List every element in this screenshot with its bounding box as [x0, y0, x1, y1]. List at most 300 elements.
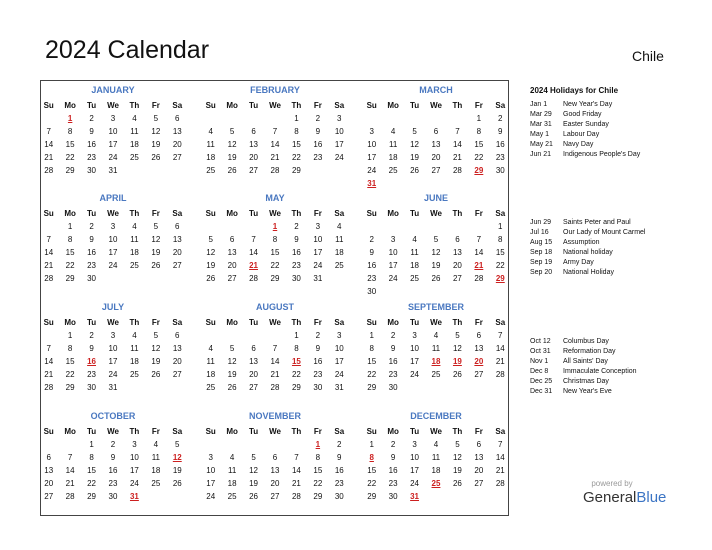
day-cell: 18 — [431, 466, 441, 475]
day-cell: 10 — [367, 140, 377, 149]
day-cell: 14 — [291, 466, 301, 475]
day-cell: 25 — [129, 370, 139, 379]
day-cell: 23 — [313, 370, 323, 379]
day-cell: 16 — [388, 357, 398, 366]
day-cell: 10 — [313, 235, 323, 244]
day-cell: 14 — [270, 140, 280, 149]
day-cell: 30 — [334, 492, 344, 501]
month-august — [200, 301, 350, 394]
day-cell: 14 — [270, 357, 280, 366]
month-name: FEBRUARY — [250, 85, 300, 95]
month-march — [361, 84, 511, 190]
day-cell: 14 — [452, 140, 462, 149]
day-cell: 28 — [495, 370, 505, 379]
day-cell: 4 — [433, 440, 439, 449]
day-cell: 25 — [334, 261, 344, 270]
weekday-header: Fr — [474, 101, 483, 110]
day-cell: 5 — [175, 440, 180, 449]
empty-cell — [447, 112, 468, 125]
day-cell: 24 — [108, 153, 118, 162]
holiday-row — [530, 367, 700, 377]
month-name: NOVEMBER — [248, 411, 301, 421]
day-cell: 2 — [337, 440, 342, 449]
day-cell: 5 — [229, 344, 235, 353]
empty-cell — [264, 112, 285, 125]
empty-cell — [200, 438, 221, 451]
day-cell: 23 — [291, 261, 301, 270]
weekday-header: Fr — [474, 209, 483, 218]
day-cell: 12 — [452, 344, 462, 353]
day-cell: 16 — [334, 466, 344, 475]
weekday-header: Su — [366, 101, 377, 110]
day-cell: 8 — [476, 127, 482, 136]
day-cell: 23 — [367, 274, 377, 283]
month-days-grid — [200, 316, 350, 394]
day-cell: 19 — [227, 370, 237, 379]
day-cell: 15 — [495, 248, 505, 257]
day-cell: 3 — [110, 222, 116, 231]
weekday-header: Tu — [86, 427, 97, 436]
day-cell: 29 — [313, 492, 323, 501]
holiday-row — [530, 130, 700, 140]
day-cell: 25 — [206, 166, 216, 175]
month-december — [361, 410, 511, 503]
day-cell: 9 — [294, 235, 299, 244]
day-cell: 9 — [110, 453, 116, 462]
weekday-header: Mo — [387, 318, 399, 327]
empty-cell — [425, 220, 446, 233]
day-cell: 22 — [474, 153, 484, 162]
holiday-name: Labour Day — [563, 131, 600, 138]
day-cell: 6 — [229, 235, 235, 244]
day-cell: 26 — [151, 153, 161, 162]
weekday-header: Fr — [151, 318, 160, 327]
day-cell: 2 — [369, 235, 374, 244]
day-cell: 23 — [388, 479, 398, 488]
weekday-header: Th — [452, 209, 463, 218]
day-cell: 4 — [433, 331, 439, 340]
day-cell: 28 — [44, 383, 54, 392]
weekday-header: Fr — [313, 427, 322, 436]
weekday-header: Su — [205, 209, 216, 218]
day-cell: 3 — [315, 222, 321, 231]
day-cell: 30 — [313, 383, 323, 392]
day-cell: 14 — [474, 248, 484, 257]
holiday-day-cell: 1 — [67, 114, 73, 123]
brand-name-part1: General — [583, 489, 637, 506]
day-cell: 24 — [367, 166, 377, 175]
day-cell: 27 — [249, 383, 259, 392]
day-cell: 13 — [172, 344, 182, 353]
day-cell: 12 — [151, 344, 161, 353]
day-cell: 2 — [89, 222, 94, 231]
day-cell: 1 — [498, 222, 503, 231]
holiday-date: Sep 19 — [530, 259, 553, 266]
day-cell: 4 — [208, 344, 213, 353]
holiday-row — [530, 248, 700, 258]
day-cell: 29 — [367, 383, 377, 392]
weekday-header: Mo — [387, 427, 399, 436]
holiday-day-cell: 8 — [369, 453, 374, 462]
day-cell: 29 — [367, 492, 377, 501]
day-cell: 25 — [129, 153, 139, 162]
month-february — [200, 84, 350, 177]
weekday-header: Su — [366, 427, 377, 436]
day-cell: 18 — [129, 140, 139, 149]
day-cell: 9 — [337, 453, 342, 462]
day-cell: 16 — [313, 140, 323, 149]
day-cell: 17 — [313, 248, 323, 257]
day-cell: 24 — [410, 479, 420, 488]
day-cell: 13 — [474, 453, 484, 462]
day-cell: 4 — [132, 114, 137, 123]
day-cell: 16 — [291, 248, 301, 257]
day-cell: 26 — [151, 370, 161, 379]
weekday-header: We — [107, 101, 119, 110]
weekday-header: Su — [43, 101, 54, 110]
holiday-row — [530, 268, 700, 278]
weekday-header: We — [430, 101, 442, 110]
day-cell: 8 — [369, 344, 374, 353]
brand-name — [583, 489, 673, 506]
day-cell: 28 — [291, 492, 301, 501]
day-cell: 10 — [388, 248, 398, 257]
day-cell: 8 — [67, 127, 73, 136]
day-cell: 5 — [153, 222, 159, 231]
empty-cell — [38, 329, 59, 342]
weekday-header: Sa — [334, 209, 345, 218]
weekday-header: Su — [366, 209, 377, 218]
empty-cell — [221, 220, 242, 233]
holiday-name: Indigenous People's Day — [563, 151, 641, 158]
holiday-day-cell: 31 — [367, 179, 377, 188]
holiday-day-cell: 1 — [272, 222, 278, 231]
day-cell: 8 — [89, 453, 94, 462]
day-cell: 19 — [410, 153, 420, 162]
day-cell: 11 — [431, 344, 441, 353]
day-cell: 14 — [65, 466, 75, 475]
day-cell: 18 — [129, 248, 139, 257]
day-cell: 20 — [172, 248, 182, 257]
holiday-row — [530, 218, 700, 228]
day-cell: 17 — [334, 140, 344, 149]
day-cell: 26 — [249, 492, 259, 501]
day-cell: 25 — [151, 479, 161, 488]
day-cell: 11 — [130, 235, 139, 244]
weekday-header: Th — [452, 101, 463, 110]
day-cell: 25 — [388, 166, 398, 175]
day-cell: 17 — [206, 479, 216, 488]
day-cell: 21 — [495, 466, 505, 475]
holiday-row — [530, 150, 700, 160]
day-cell: 28 — [44, 166, 54, 175]
weekday-header: Th — [452, 318, 463, 327]
day-cell: 19 — [431, 261, 441, 270]
day-cell: 6 — [455, 235, 460, 244]
day-cell: 6 — [251, 344, 256, 353]
day-cell: 24 — [313, 261, 323, 270]
day-cell: 20 — [44, 479, 54, 488]
month-name: AUGUST — [256, 302, 294, 312]
day-cell: 7 — [498, 331, 503, 340]
day-cell: 29 — [65, 383, 75, 392]
day-cell: 16 — [108, 466, 118, 475]
day-cell: 19 — [452, 466, 462, 475]
day-cell: 16 — [313, 357, 323, 366]
empty-cell — [221, 112, 242, 125]
empty-cell — [243, 329, 264, 342]
day-cell: 14 — [495, 453, 505, 462]
empty-cell — [264, 438, 285, 451]
weekday-header: Fr — [151, 427, 160, 436]
empty-cell — [38, 112, 59, 125]
month-name: JULY — [101, 302, 125, 312]
day-cell: 5 — [412, 127, 417, 136]
day-cell: 31 — [334, 383, 344, 392]
day-cell: 7 — [251, 235, 256, 244]
day-cell: 4 — [390, 127, 396, 136]
day-cell: 22 — [65, 370, 75, 379]
day-cell: 15 — [474, 140, 484, 149]
empty-cell — [243, 220, 264, 233]
day-cell: 20 — [249, 370, 259, 379]
holiday-date: May 21 — [530, 141, 553, 148]
day-cell: 27 — [249, 166, 259, 175]
day-cell: 27 — [172, 370, 182, 379]
day-cell: 1 — [476, 114, 482, 123]
day-cell: 23 — [313, 153, 323, 162]
weekday-header: Mo — [64, 209, 76, 218]
empty-cell — [361, 112, 382, 125]
month-october — [38, 410, 188, 503]
day-cell: 27 — [44, 492, 54, 501]
day-cell: 15 — [65, 248, 75, 257]
weekday-header: Th — [291, 427, 302, 436]
day-cell: 11 — [206, 357, 215, 366]
weekday-header: Fr — [151, 209, 160, 218]
holiday-date: Jun 29 — [530, 219, 552, 226]
holiday-date: Mar 31 — [530, 121, 552, 128]
holiday-row — [530, 238, 700, 248]
weekday-header: Tu — [248, 427, 259, 436]
weekday-header: We — [430, 209, 442, 218]
weekday-header: Mo — [387, 209, 399, 218]
weekday-header: Tu — [409, 209, 420, 218]
day-cell: 17 — [367, 153, 377, 162]
day-cell: 17 — [388, 261, 398, 270]
day-cell: 30 — [87, 274, 97, 283]
holiday-name: Columbus Day — [563, 338, 609, 345]
holiday-list-group-3 — [530, 337, 700, 397]
day-cell: 25 — [129, 261, 139, 270]
day-cell: 12 — [151, 127, 161, 136]
holiday-day-cell: 12 — [172, 453, 182, 462]
month-days-grid — [38, 425, 188, 503]
holiday-date: Aug 15 — [530, 239, 553, 246]
day-cell: 30 — [388, 383, 398, 392]
empty-cell — [382, 112, 403, 125]
month-days-grid — [200, 425, 350, 503]
day-cell: 15 — [65, 140, 75, 149]
day-cell: 19 — [249, 479, 259, 488]
holiday-name: Assumption — [563, 239, 600, 246]
day-cell: 1 — [67, 331, 73, 340]
day-cell: 10 — [108, 127, 118, 136]
day-cell: 4 — [132, 331, 137, 340]
weekday-header: Sa — [495, 209, 506, 218]
day-cell: 4 — [337, 222, 342, 231]
page-title: 2024 Calendar — [45, 36, 210, 64]
day-cell: 5 — [433, 235, 439, 244]
day-cell: 2 — [390, 440, 396, 449]
day-cell: 15 — [367, 466, 377, 475]
day-cell: 5 — [153, 331, 159, 340]
day-cell: 21 — [270, 370, 280, 379]
empty-cell — [264, 329, 285, 342]
holiday-name: National Holiday — [563, 269, 614, 276]
month-days-grid — [38, 207, 188, 285]
day-cell: 19 — [151, 248, 161, 257]
empty-cell — [38, 220, 59, 233]
day-cell: 8 — [67, 235, 73, 244]
day-cell: 23 — [334, 479, 344, 488]
day-cell: 21 — [65, 479, 75, 488]
day-cell: 16 — [388, 466, 398, 475]
holiday-name: Navy Day — [563, 141, 594, 148]
weekday-header: Sa — [495, 101, 506, 110]
holiday-day-cell: 29 — [474, 166, 484, 175]
day-cell: 9 — [315, 127, 321, 136]
weekday-header: Fr — [313, 209, 322, 218]
weekday-header: Sa — [172, 101, 183, 110]
weekday-header: We — [269, 318, 281, 327]
day-cell: 18 — [129, 357, 139, 366]
day-cell: 29 — [65, 166, 75, 175]
weekday-header: We — [269, 209, 281, 218]
day-cell: 17 — [108, 357, 118, 366]
day-cell: 21 — [44, 370, 54, 379]
day-cell: 1 — [67, 222, 73, 231]
weekday-header: Mo — [64, 318, 76, 327]
day-cell: 1 — [294, 331, 299, 340]
weekday-header: Sa — [172, 427, 183, 436]
day-cell: 2 — [315, 114, 321, 123]
day-cell: 29 — [87, 492, 97, 501]
weekday-header: Su — [43, 209, 54, 218]
day-cell: 19 — [151, 357, 161, 366]
holiday-list-group-1 — [530, 100, 700, 160]
day-cell: 14 — [249, 248, 259, 257]
holiday-day-cell: 15 — [291, 357, 301, 366]
holiday-name: Christmas Day — [563, 378, 609, 385]
brand-logo — [583, 479, 673, 506]
day-cell: 5 — [153, 114, 159, 123]
day-cell: 11 — [335, 235, 344, 244]
month-days-grid — [200, 207, 350, 285]
holiday-day-cell: 20 — [474, 357, 484, 366]
day-cell: 3 — [208, 453, 213, 462]
day-cell: 14 — [44, 248, 54, 257]
day-cell: 5 — [455, 440, 460, 449]
day-cell: 7 — [455, 127, 460, 136]
day-cell: 28 — [270, 166, 280, 175]
holiday-day-cell: 29 — [495, 274, 505, 283]
day-cell: 21 — [291, 479, 301, 488]
day-cell: 14 — [44, 357, 54, 366]
weekday-header: Su — [205, 101, 216, 110]
holiday-day-cell: 1 — [315, 440, 321, 449]
weekday-header: Su — [43, 318, 54, 327]
day-cell: 3 — [337, 114, 342, 123]
day-cell: 5 — [251, 453, 256, 462]
day-cell: 17 — [129, 466, 139, 475]
day-cell: 23 — [495, 153, 505, 162]
day-cell: 22 — [367, 479, 377, 488]
day-cell: 21 — [44, 153, 54, 162]
weekday-header: Tu — [409, 101, 420, 110]
holiday-name: Easter Sunday — [563, 121, 609, 128]
weekday-header: Th — [129, 318, 140, 327]
day-cell: 5 — [229, 127, 235, 136]
day-cell: 23 — [388, 370, 398, 379]
month-days-grid — [38, 99, 188, 177]
day-cell: 9 — [89, 127, 94, 136]
day-cell: 13 — [452, 248, 462, 257]
holiday-date: Jun 21 — [530, 151, 552, 158]
day-cell: 19 — [227, 153, 237, 162]
empty-cell — [404, 220, 425, 233]
weekday-header: We — [430, 427, 442, 436]
empty-cell — [221, 438, 242, 451]
day-cell: 12 — [227, 357, 237, 366]
day-cell: 27 — [474, 370, 484, 379]
holiday-date: Sep 18 — [530, 249, 553, 256]
day-cell: 23 — [87, 370, 97, 379]
day-cell: 21 — [44, 261, 54, 270]
day-cell: 18 — [206, 370, 216, 379]
weekday-header: Th — [452, 427, 463, 436]
day-cell: 22 — [65, 261, 75, 270]
holiday-row — [530, 258, 700, 268]
day-cell: 8 — [294, 127, 299, 136]
weekday-header: Fr — [313, 318, 322, 327]
day-cell: 29 — [270, 274, 280, 283]
day-cell: 13 — [431, 140, 441, 149]
day-cell: 22 — [87, 479, 97, 488]
weekday-header: Th — [129, 209, 140, 218]
empty-cell — [468, 220, 489, 233]
weekday-header: Sa — [334, 101, 345, 110]
weekday-header: Mo — [64, 101, 76, 110]
weekday-header: Th — [291, 209, 302, 218]
day-cell: 6 — [175, 331, 180, 340]
weekday-header: We — [107, 427, 119, 436]
day-cell: 28 — [249, 274, 259, 283]
month-name: MAY — [265, 193, 285, 203]
weekday-header: Sa — [334, 427, 345, 436]
day-cell: 11 — [410, 248, 419, 257]
day-cell: 30 — [291, 274, 301, 283]
powered-by-text: powered by — [591, 479, 633, 488]
day-cell: 12 — [249, 466, 259, 475]
day-cell: 18 — [388, 153, 398, 162]
day-cell: 16 — [367, 261, 377, 270]
day-cell: 22 — [65, 153, 75, 162]
holiday-name: All Saints' Day — [563, 358, 608, 365]
weekday-header: Th — [129, 427, 140, 436]
weekday-header: Tu — [86, 318, 97, 327]
day-cell: 12 — [206, 248, 216, 257]
